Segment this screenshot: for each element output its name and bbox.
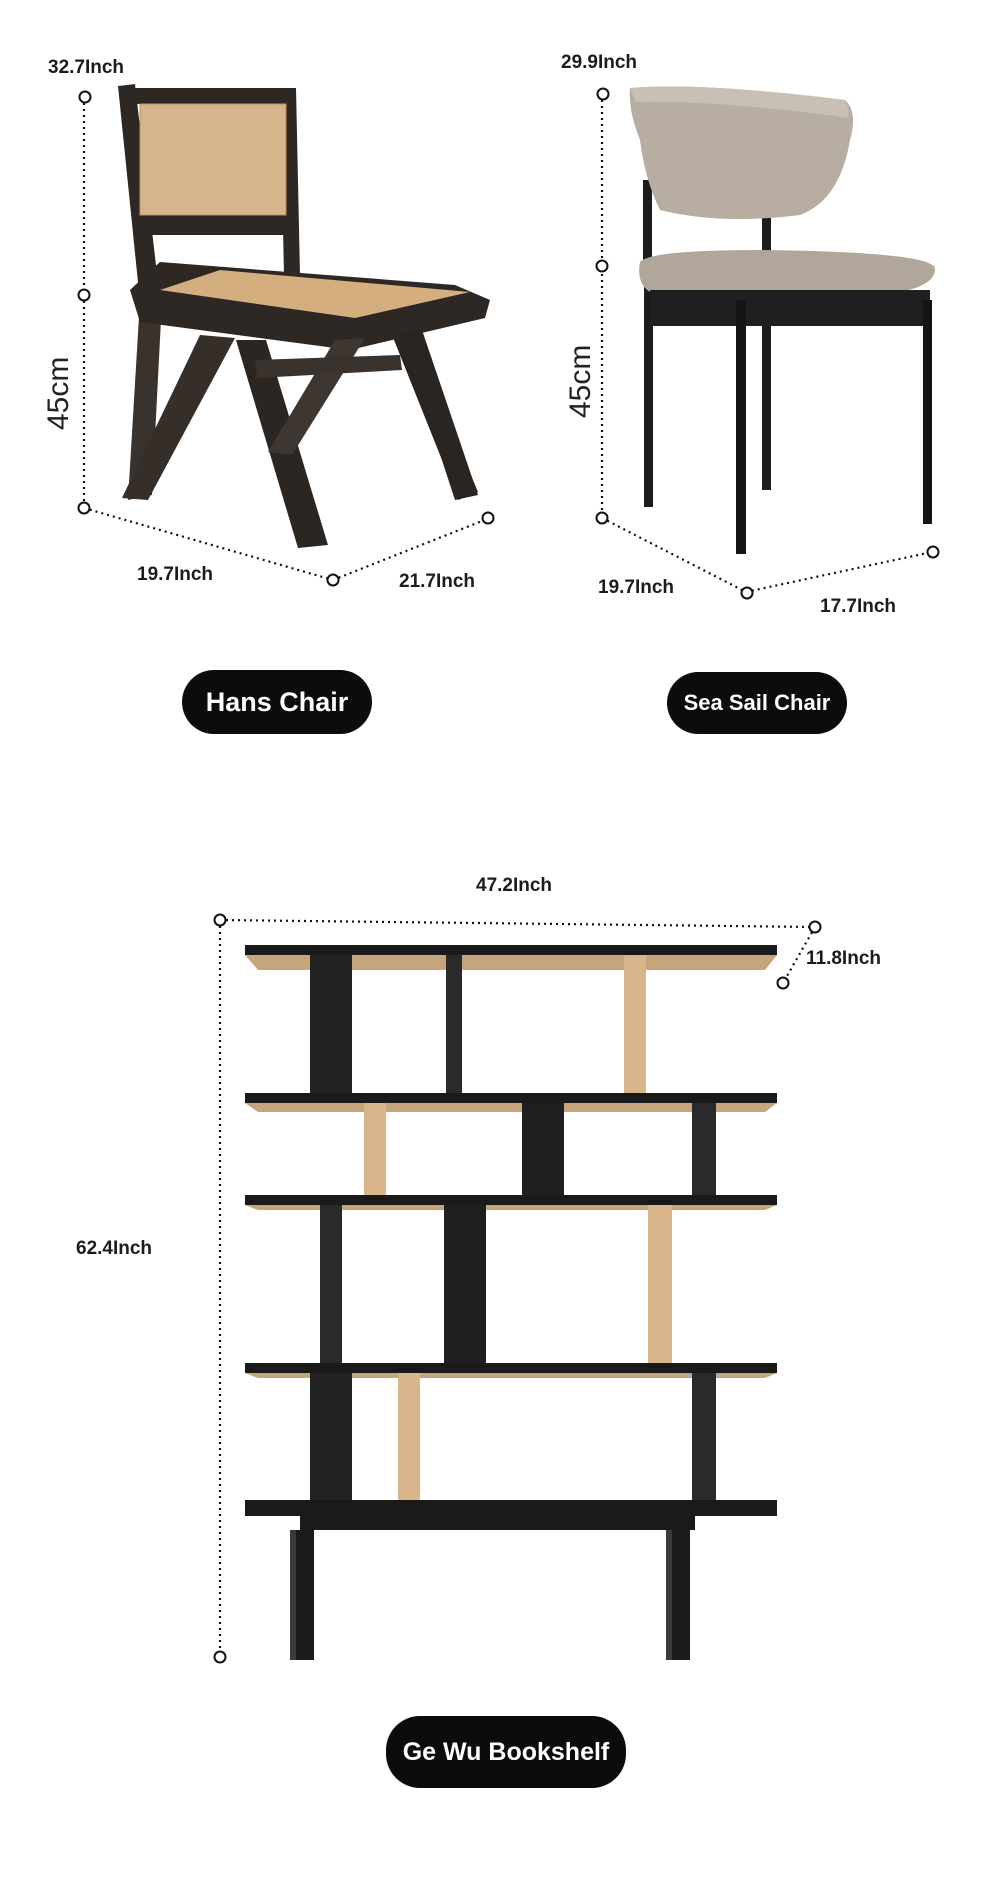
bookshelf-depth-label: 11.8Inch [806,948,881,969]
dimension-marker [810,922,821,933]
dimension-marker [598,89,609,100]
bookshelf-image [245,945,777,1660]
bookshelf-width-label: 47.2Inch [476,875,553,896]
dimension-marker [215,915,226,926]
sea-sail-width-label: 19.7Inch [598,577,675,598]
sea-sail-chair-drawing [0,0,1000,640]
bookshelf-name-badge: Ge Wu Bookshelf [386,1716,626,1788]
hans-width-label: 19.7Inch [137,564,214,585]
sea-sail-depth-label: 17.7Inch [820,596,897,617]
sea-sail-chair-name-badge: Sea Sail Chair [667,672,847,734]
dimension-marker [778,978,789,989]
hans-depth-label: 21.7Inch [399,571,476,592]
sea-sail-height-label: 29.9Inch [561,52,638,73]
dimension-marker [928,547,939,558]
dimension-marker [597,513,608,524]
bookshelf-height-label: 62.4Inch [76,1238,153,1259]
dimension-marker [742,588,753,599]
sea-sail-seat-height-label: 45cm [564,344,597,418]
dimension-marker [215,1652,226,1663]
sea-sail-chair-image [630,87,935,555]
hans-seat-height-label: 45cm [42,356,75,430]
hans-height-label: 32.7Inch [48,57,125,78]
bookshelf-drawing [0,880,1000,1680]
dimension-marker [597,261,608,272]
hans-chair-name-badge: Hans Chair [182,670,372,734]
